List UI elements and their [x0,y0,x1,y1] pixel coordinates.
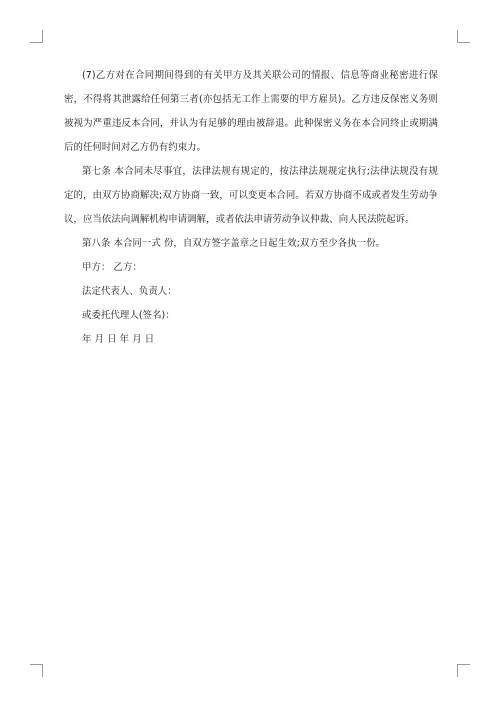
crop-mark-bottom-right [457,664,470,677]
document-body [64,64,438,352]
confidentiality-clause: (7)乙方对在合同期间得到的有关甲方及其关联公司的情报、信息等商业秘密进行保密，不得将其泄露给任何第三者(亦包括无工作上需要的甲方雇员)。乙方违反保密义务则被视为严重违反本合同，并认为有足够的理由被辞退。此种保密义务在本合同终止或期满后的任何时间对乙方仍有约束力。 [64,70,438,153]
crop-mark-top-left [30,30,43,43]
authorized-agent-line: 或委托代理人(签名)： [82,310,175,321]
article-seven: 第七条 本合同未尽事宜，法律法规有规定的，按法律法规规定执行;法律法规没有规定的，由双方协商解决;双方协商一致，可以变更本合同。若双方协商不成或者发生劳动争议，应当依法向调解机构申请调解，或者依法申请劳动争议仲裁、向人民法院起诉。 [64,166,438,225]
party-a-b-line: 甲方： 乙方： [82,262,142,273]
legal-representative-line: 法定代表人、负责人： [82,286,177,297]
date-line: 年 月 日 年 月 日 [82,334,155,345]
crop-mark-bottom-left [30,664,43,677]
crop-mark-top-right [457,30,470,43]
article-eight: 第八条 本合同一式 份，自双方签字盖章之日起生效;双方至少各执一份。 [82,238,386,249]
